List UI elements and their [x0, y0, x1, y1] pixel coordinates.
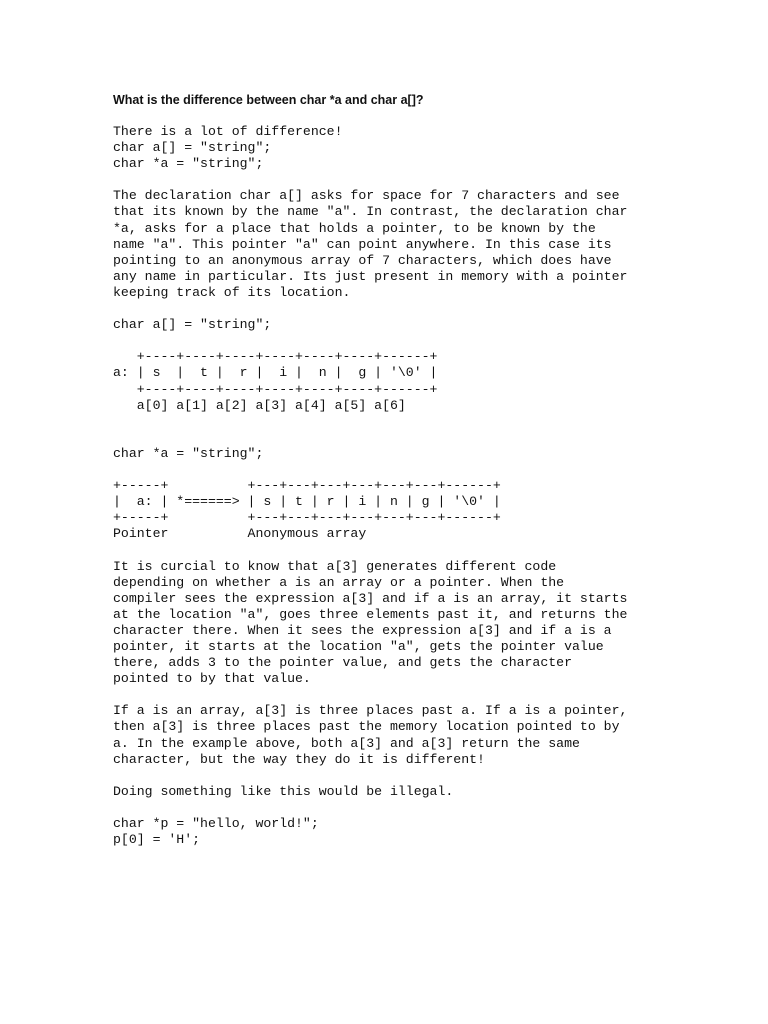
paragraph-line: pointed to by that value. [113, 671, 311, 687]
diagram-line: +----+----+----+----+----+----+------+ [113, 349, 438, 365]
document-page [113, 92, 673, 848]
code-line: char *p = "hello, world!"; [113, 816, 319, 832]
paragraph-line: If a is an array, a[3] is three places past a. If a is a pointer, [113, 703, 628, 719]
paragraph-line: character, but the way they do it is different! [113, 751, 485, 767]
paragraph-line: at the location "a", goes three elements past it, and returns the [113, 606, 628, 622]
intro-block [113, 124, 673, 172]
paragraph-declaration [113, 188, 673, 301]
paragraph-line: any name in particular. Its just present in memory with a pointer [113, 268, 628, 284]
diagram-line: a: | s | t | r | i | n | g | '\0' | [113, 365, 438, 381]
diagram-line: | a: | *======> | s | t | r | i | n | g | '\0' | [113, 494, 501, 510]
paragraph-line: compiler sees the expression a[3] and if a is an array, it starts [113, 590, 628, 606]
diagram-line: Pointer Anonymous array [113, 526, 367, 542]
paragraph-line: there, adds 3 to the pointer value, and gets the character [113, 655, 572, 671]
paragraph-illegal: Doing something like this would be illegal. [113, 783, 454, 799]
pointer-diagram [113, 478, 673, 542]
code-line: p[0] = 'H'; [113, 832, 201, 848]
diagram-line: +-----+ +---+---+---+---+---+---+------+ [113, 510, 501, 526]
paragraph-line: *a, asks for a place that holds a pointer, to be known by the [113, 220, 596, 236]
paragraph-comparison [113, 703, 673, 767]
paragraph-line: then a[3] is three places past the memory location pointed to by [113, 719, 620, 735]
intro-line: There is a lot of difference! [113, 124, 343, 139]
diagram-line: +----+----+----+----+----+----+------+ [113, 381, 438, 397]
paragraph-line: pointing to an anonymous array of 7 characters, which does have [113, 252, 612, 268]
paragraph-line: keeping track of its location. [113, 284, 351, 300]
array-declaration: char a[] = "string"; [113, 317, 272, 333]
diagram-line: +-----+ +---+---+---+---+---+---+------+ [113, 478, 501, 494]
paragraph-line: a. In the example above, both a[3] and a[3] return the same [113, 735, 580, 751]
paragraph-line: pointer, it starts at the location "a", gets the pointer value [113, 639, 604, 654]
illegal-code-block [113, 816, 673, 848]
array-diagram [113, 349, 673, 413]
paragraph-line: that its known by the name "a". In contrast, the declaration char [113, 204, 628, 220]
paragraph-line: character there. When it sees the expression a[3] and if a is a [113, 622, 612, 638]
intro-line: char a[] = "string"; [113, 140, 272, 156]
paragraph-line: name "a". This pointer "a" can point anywhere. In this case its [113, 236, 612, 252]
pointer-declaration: char *a = "string"; [113, 445, 264, 461]
paragraph-line: depending on whether a is an array or a pointer. When the [113, 574, 565, 590]
paragraph-line: It is curcial to know that a[3] generates different code [113, 558, 557, 574]
intro-line: char *a = "string"; [113, 156, 264, 172]
diagram-line: a[0] a[1] a[2] a[3] a[4] a[5] a[6] [113, 397, 406, 413]
paragraph-line: The declaration char a[] asks for space for 7 characters and see [113, 188, 620, 204]
page-title: What is the difference between char *a and char a[]? [113, 93, 424, 107]
paragraph-code-generation [113, 559, 673, 688]
